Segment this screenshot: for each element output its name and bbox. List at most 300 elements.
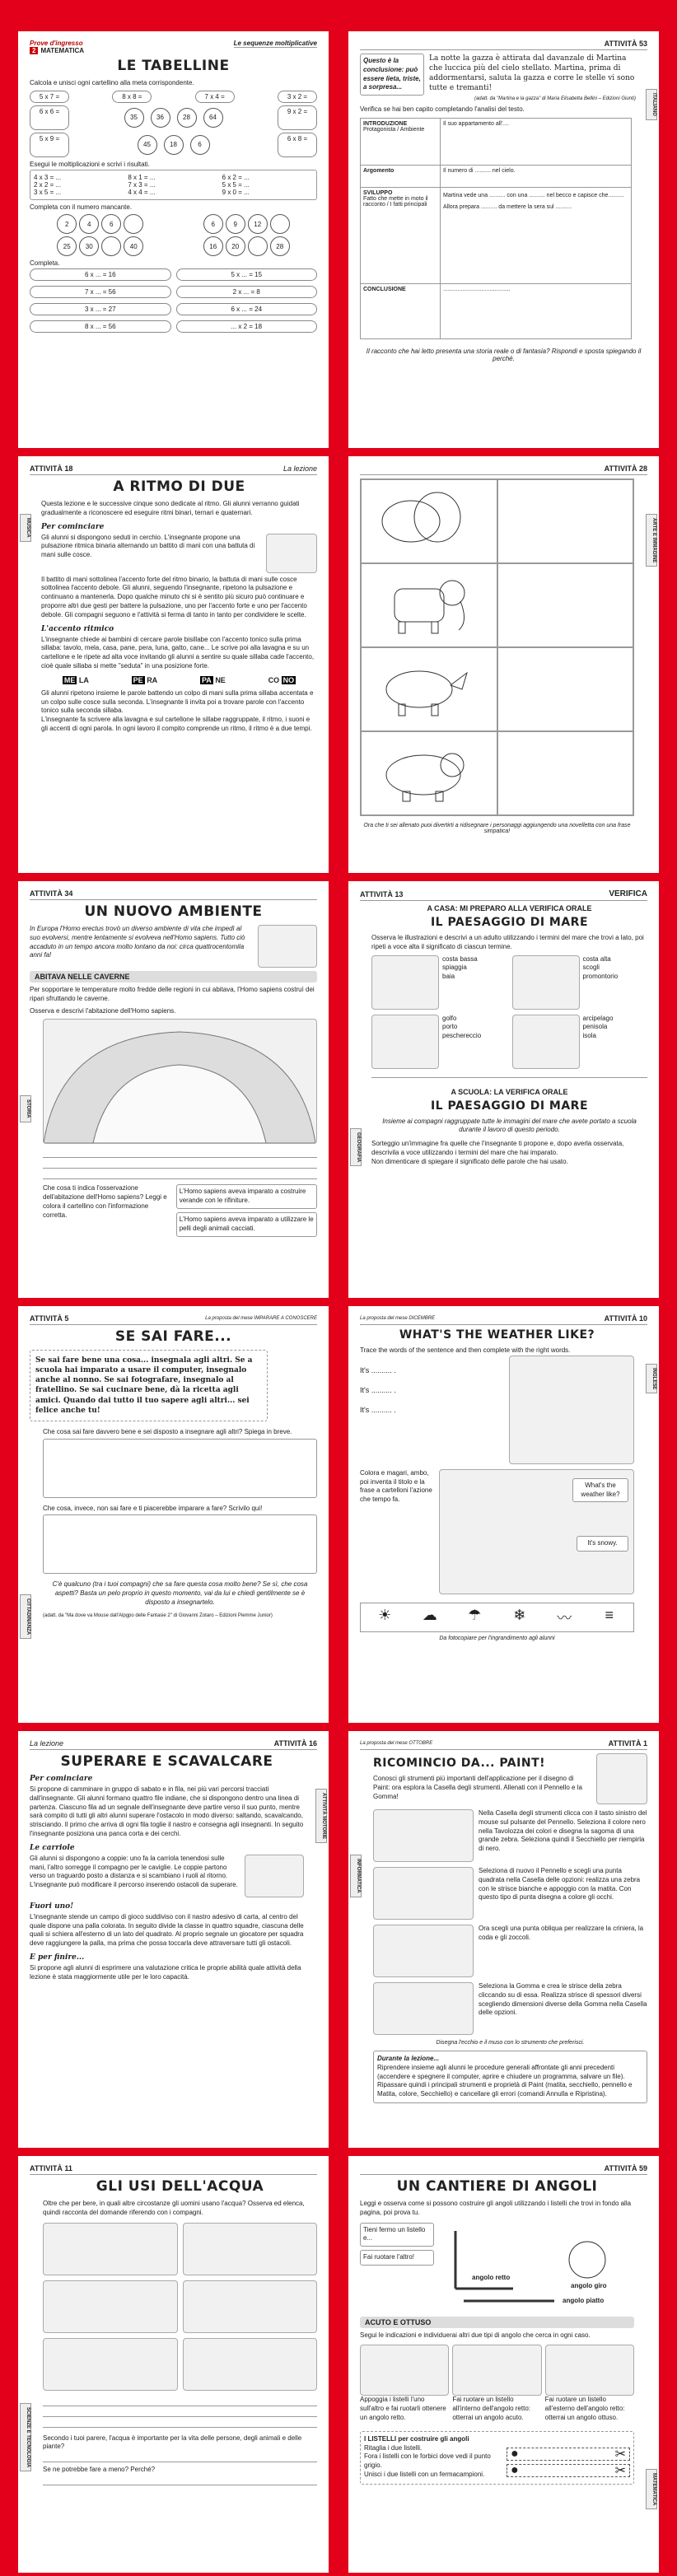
cave-scene-illustration xyxy=(43,1019,317,1144)
drawing-cell xyxy=(361,563,497,647)
final-question: Il racconto che hai letto presenta una storia reale o di fantasia? Rispondi e sposta spiegando il perché. xyxy=(366,348,642,363)
syllable: LA xyxy=(78,675,89,684)
sea-item xyxy=(512,955,648,1010)
paragraph: L'insegnante fa scrivere alla lavagna e sul cartellone le sillabe raggruppate, il ritmo, i suoni e gli accenti di ogni parola. In ogni lavoro il compito comprende un ritmo, il ritmo è a due tempi. xyxy=(41,716,312,732)
seq-number: 12 xyxy=(248,214,268,234)
wind-icon: 〰 xyxy=(557,1609,572,1626)
sea-picture xyxy=(512,1015,580,1069)
calc-card[interactable]: 5 x 9 = xyxy=(30,133,69,157)
complete-item[interactable]: 8 x ... = 56 xyxy=(30,320,171,333)
sea-item xyxy=(512,1015,648,1069)
paragraph: Non dimenticare di spiegare il significato delle parole che hai usato. xyxy=(371,1157,568,1165)
page-header xyxy=(30,2164,317,2175)
cloud-icon: ☁ xyxy=(422,1606,437,1623)
water-use-picture xyxy=(43,2338,178,2391)
intro-text: La notte la gazza è attirata dal davanzale di Martina che luccica più del cielo stellato. Martina, prima di addormentarsi, saluta la gazza e corre le stelle vi sono tutte e tremanti! xyxy=(429,54,635,93)
instruction-1: Calcola e unisci ogni cartellino alla meta corrispondente. xyxy=(30,79,194,86)
result-circle: 28 xyxy=(177,108,197,128)
complete-item[interactable]: 6 x ... = 24 xyxy=(176,303,318,315)
card-text: Fai ruotare un listello all'esterno dell'angolo retto: otterrai un angolo ottuso. xyxy=(544,2396,625,2421)
term: spiaggia xyxy=(442,964,467,972)
table-row xyxy=(361,284,632,339)
steps-list xyxy=(364,2444,502,2480)
page-header xyxy=(30,889,317,900)
steps-list xyxy=(373,1809,647,2035)
sea-item xyxy=(371,1015,507,1069)
fog-icon: ≡ xyxy=(605,1606,614,1623)
weather-symbols xyxy=(360,1603,634,1632)
term-list xyxy=(583,1015,614,1069)
sea-illustrations xyxy=(371,955,647,1069)
angle-label: angolo giro xyxy=(571,2281,607,2289)
drawing-cell xyxy=(361,479,497,563)
seq-number: 9 xyxy=(226,214,245,234)
intro: Segui le indicazioni e individuerai altri due tipi di angolo che cerca in ogni caso. xyxy=(360,2331,591,2339)
elephant-drawing xyxy=(362,564,485,645)
subject-tab: ATTIVITÀ MOTORIE xyxy=(315,1789,327,1843)
seq-blank[interactable] xyxy=(101,236,121,256)
sentence-line[interactable]: It's .......... . xyxy=(360,1365,396,1374)
water-use-picture xyxy=(43,2223,178,2275)
question: Osserva le illustrazioni e descrivi a un adulto utilizzando i termini del mare che trovi a lato, poi ripeti a voce alta il significato di ciascun termine. xyxy=(371,934,644,950)
caption: Ora che ti sei allenato puoi divertirti a ridisegnare i personaggi aggiungendo una novelletta con una frase simpatica! xyxy=(363,823,631,834)
page-header xyxy=(30,1314,317,1325)
calc-card[interactable]: 6 x 6 = xyxy=(30,105,69,130)
sea-picture xyxy=(371,1015,439,1069)
table-row xyxy=(361,166,632,188)
paint-screenshot xyxy=(373,1982,474,2035)
question-1: Osserva e descrivi l'abitazione dell'Homo sapiens. xyxy=(30,1006,176,1015)
intro: Conosci gli strumenti più importanti dell'applicazione per il disegno di Paint: ora esplora la Casella degli strumenti. Allenati con il Pennello e la Gomma! xyxy=(373,1775,582,1800)
page-paesaggio-mare xyxy=(348,881,659,1298)
step: Fora i listelli con le forbici dove vedi il punto grigio. xyxy=(364,2452,491,2470)
table-row xyxy=(361,188,632,284)
row-label: CONCLUSIONE xyxy=(363,287,406,293)
page-disegni xyxy=(348,456,659,873)
paragraph: Insieme ai compagni raggruppate tutte le immagini del mare che avete portato a scuola durante il lavoro di questo periodo. xyxy=(382,1117,637,1134)
result-circle: 18 xyxy=(164,135,184,155)
rhino-drawing xyxy=(362,648,485,729)
card-text: Fai ruotare un listello all'interno dell'angolo retto: otterrai un angolo acuto. xyxy=(452,2396,530,2421)
section-title: Le carriole xyxy=(30,1843,75,1852)
calc-card[interactable]: 8 x 8 = xyxy=(112,91,152,103)
complete-item[interactable]: ... x 2 = 18 xyxy=(176,320,318,333)
badge-top: Prove d'ingresso xyxy=(30,40,83,47)
activity-number: ATTIVITÀ 53 xyxy=(604,40,647,48)
page-superare xyxy=(18,1731,329,2148)
scissors-icon: ✂ xyxy=(614,2463,626,2478)
subject-tab: GEOGRAFIA xyxy=(350,1128,362,1166)
mult-item: 9 x 0 = ... xyxy=(222,188,250,196)
term: costa alta xyxy=(582,954,611,963)
paint-screenshot xyxy=(373,1809,474,1862)
result-circle: 35 xyxy=(124,108,144,128)
mult-item: 3 x 5 = ... xyxy=(34,188,62,196)
source-note: (adatt. da "Ma dove va Mouse dall'Alpgpo delle Fantasie 2" di Giovanni Zotaro – Edizioni Piemme Junior) xyxy=(43,1612,273,1618)
header-right: Le sequenze moltiplicative xyxy=(233,40,317,47)
card-text: Appoggia i listelli l'uno sull'altro e fai ruotarli ottenere un angolo retto. xyxy=(360,2396,446,2421)
drawing-cell xyxy=(361,731,497,815)
water-use-picture xyxy=(43,2280,178,2333)
sentence-line[interactable]: It's .......... . xyxy=(360,1385,396,1394)
syllable-word xyxy=(63,676,89,684)
term-list xyxy=(583,955,619,1010)
step: Unisci i due listelli con un fermacampioni. xyxy=(364,2470,485,2478)
sea-item xyxy=(371,955,507,1010)
badge-number: 2 xyxy=(30,47,38,54)
step-item xyxy=(373,1982,647,2035)
row-content[interactable]: Martina vede una .......... con una .......... nel becco e capisce che.......... Allora prepara .......... da mettere la sera sul .......... xyxy=(441,188,632,284)
hippo-drawing xyxy=(362,732,485,813)
header-left: La proposta del mese DICEMBRE xyxy=(360,1316,436,1321)
activity-number: ATTIVITÀ 59 xyxy=(604,2164,647,2172)
page-header xyxy=(360,1739,647,1750)
activity-number: ATTIVITÀ 34 xyxy=(30,889,73,898)
section-title: A CASA: MI PREPARO ALLA VERIFICA ORALE xyxy=(427,904,592,912)
seq-number: 4 xyxy=(79,214,99,234)
activity-number: ATTIVITÀ 1 xyxy=(608,1739,647,1748)
complete-grid xyxy=(30,268,317,333)
result-circle: 64 xyxy=(203,108,223,128)
sentence-line[interactable]: It's .......... . xyxy=(360,1406,396,1415)
page-title: WHAT'S THE WEATHER LIKE? xyxy=(399,1328,595,1342)
syllable-examples xyxy=(41,676,317,684)
header-right: La lezione xyxy=(282,464,317,473)
answer-box-2[interactable] xyxy=(43,1514,317,1574)
cutout-strips[interactable] xyxy=(507,2444,630,2480)
complete-item[interactable]: 6 x ... = 16 xyxy=(30,268,171,281)
activity-number: ATTIVITÀ 13 xyxy=(360,889,404,898)
subject-tab: MATEMATICA xyxy=(646,2469,657,2509)
page-ritmo xyxy=(18,456,329,873)
header-left: La proposta del mese OTTOBRE xyxy=(360,1741,433,1746)
seq-number: 25 xyxy=(57,236,77,256)
page-header xyxy=(30,464,317,475)
page-paint xyxy=(348,1731,659,2148)
speech-bubble: It's snowy. xyxy=(577,1536,628,1552)
analysis-table xyxy=(360,118,632,339)
activity-number: ATTIVITÀ 28 xyxy=(604,464,647,473)
subject-tab: ARTE E IMMAGINE xyxy=(646,514,657,567)
poem-box: Se sai fare bene una cosa... insegnala agli altri. Se a scuola hai imparato a usare il computer, insegnalo anche al nonno. Se sai fotografare, insegnalo al fratellino. Se sai cucinare bene, dà la ricetta agli amici. Quando dai tutto il tuo sapere agli altri... sei felice anche tu! xyxy=(30,1350,268,1421)
table-row xyxy=(361,119,632,166)
speech-bubble: Fai ruotare l'altro! xyxy=(360,2250,434,2266)
row-sub: Protagonista / Ambiente xyxy=(363,127,425,133)
listelli-box xyxy=(360,2431,634,2485)
page-header xyxy=(360,889,647,901)
subject-tab: MUSICA xyxy=(20,514,31,542)
angle-card xyxy=(545,2345,634,2422)
instruction-3: Completa con il numero mancante. xyxy=(30,203,133,211)
caveman-illustration xyxy=(258,925,317,968)
term: golfo xyxy=(442,1014,457,1022)
page-header xyxy=(360,2164,647,2175)
angle-cards xyxy=(360,2345,634,2422)
question-1: Che cosa sai fare davvero bene e sei disposto a insegnare agli altri? Spiega in breve. xyxy=(43,1427,292,1435)
term: peschereccio xyxy=(442,1032,482,1040)
angle-card xyxy=(360,2345,449,2422)
question-1: Trace the words of the sentence and then complete with the right words. xyxy=(360,1346,571,1354)
complete-item[interactable]: 3 x ... = 27 xyxy=(30,303,171,315)
hands-illustration xyxy=(266,534,317,573)
syllable: PA xyxy=(201,675,212,684)
paragraph: Gli alunni si dispongono seduti in cerchio. L'insegnante propone una pulsazione ritmica binaria alternando un battito di mani con una battuta di mani sulle cosce. xyxy=(41,533,255,559)
water-use-picture xyxy=(183,2280,318,2333)
syllable: RA xyxy=(147,675,158,684)
page-title: A RITMO DI DUE xyxy=(113,478,245,495)
step-text: Seleziona di nuovo il Pennello e scegli una punta quadrata nella Casella delle opzioni: realizza una zebra con le strisce bianche e appoggio con la matita. Con questo tipo di punta disegna a colore gli occhi. xyxy=(479,1867,641,1902)
syllable: ME xyxy=(63,675,76,684)
water-use-grid xyxy=(43,2223,317,2391)
maze-illustration xyxy=(509,1356,634,1464)
calc-card[interactable]: 9 x 2 = xyxy=(278,105,317,130)
circles-drawing xyxy=(362,480,485,561)
complete-item[interactable]: 7 x ... = 56 xyxy=(30,286,171,298)
result-circle: 6 xyxy=(190,135,210,155)
angle-picture xyxy=(545,2345,634,2396)
subject-tab: INGLESE xyxy=(646,1364,657,1393)
section-bar: ACUTO E OTTUSO xyxy=(360,2317,634,2328)
result-circles xyxy=(124,108,223,128)
term: scogli xyxy=(582,964,600,972)
instruction-2: Esegui le moltiplicazioni e scrivi i risultati. xyxy=(30,160,150,168)
section-title: A SCUOLA: LA VERIFICA ORALE xyxy=(451,1087,568,1096)
subject-tab: CITTADINANZA xyxy=(20,1594,31,1639)
paint-screenshot xyxy=(373,1867,474,1920)
term: penisola xyxy=(582,1023,608,1031)
section-heading: IL PAESAGGIO DI MARE xyxy=(430,1099,589,1113)
activity-number: ATTIVITÀ 18 xyxy=(30,464,73,473)
seq-blank[interactable] xyxy=(124,214,143,234)
step-text: Seleziona la Gomma e crea le strisce della zebra cliccando su di essa. Realizza strisce di spessori diversi scegliendo dimensioni diverse della Gomma nella Casella delle opzioni. xyxy=(479,1982,647,2017)
subject-tab: INFORMATICA xyxy=(350,1855,362,1897)
term-list xyxy=(442,955,478,1010)
seq-blank[interactable] xyxy=(270,214,290,234)
question-3: Se ne potrebbe fare a meno? Perché? xyxy=(43,2466,156,2474)
calc-card[interactable]: 3 x 2 = xyxy=(278,91,317,103)
term: promontorio xyxy=(582,973,619,981)
question-2: Colora e magari, ambo, poi inventa il titolo e la frase a cartelloni l'azione che tempo fa. xyxy=(360,1468,432,1504)
activity-number: ATTIVITÀ 5 xyxy=(30,1314,69,1323)
page-usi-acqua xyxy=(18,2156,329,2573)
answer-lines[interactable] xyxy=(43,2452,317,2462)
section-bar: ABITAVA NELLE CAVERNE xyxy=(30,971,317,982)
option-card[interactable]: L'Homo sapiens aveva imparato a utilizzare le pelli degli animali cacciati. xyxy=(176,1212,317,1237)
page-homo-sapiens xyxy=(18,881,329,1298)
seq-number: 2 xyxy=(57,214,77,234)
answer-lines[interactable] xyxy=(43,2475,317,2485)
angles-illustration xyxy=(439,2223,634,2305)
page-header xyxy=(360,1314,647,1325)
paragraph: Sorteggio un'immagine fra quelle che l'insegnante ti propone e, dopo averla osservata, descrivila a voce utilizzando i termini del mare che hai imparato. xyxy=(371,1140,624,1156)
calc-card[interactable]: 6 x 8 = xyxy=(278,133,317,157)
option-card[interactable]: L'Homo sapiens aveva imparato a costruire verande con le rifiniture. xyxy=(176,1184,317,1209)
calc-row-3 xyxy=(30,133,317,157)
header-left: La lezione xyxy=(30,1739,64,1748)
page-title: UN CANTIERE DI ANGOLI xyxy=(396,2178,598,2195)
answer-lines[interactable] xyxy=(43,1147,317,1179)
calc-row-2 xyxy=(30,105,317,130)
hole-icon: ● xyxy=(511,2446,519,2461)
angle-drawing xyxy=(439,2223,628,2305)
syllable: PE xyxy=(133,675,143,684)
section-title: Per cominciare xyxy=(41,522,105,531)
mult-item: 2 x 2 = ... xyxy=(34,180,62,189)
page-analisi-testo xyxy=(348,31,659,448)
instruction-4: Completa. xyxy=(30,259,60,268)
complete-item[interactable]: 5 x ... = 15 xyxy=(176,268,318,281)
syllable: CO xyxy=(268,675,280,684)
page-title: SE SAI FARE... xyxy=(114,1328,232,1345)
seq-number: 6 xyxy=(203,214,223,234)
source-note: (adatt. da "Martina e la gazza" di Maria Elisabetta Bellini – Edizioni Giunti) xyxy=(474,96,636,102)
rain-icon: ☂ xyxy=(468,1606,482,1623)
page-angoli xyxy=(348,2156,659,2573)
question-1: Leggi e osserva come si possono costruire gli angoli utilizzando i listelli che trovi in fondo alla pagina, poi prova tu. xyxy=(360,2200,632,2216)
term-list xyxy=(442,1015,481,1069)
drawing-cell xyxy=(361,647,497,731)
page-header xyxy=(30,1739,317,1750)
angle-picture xyxy=(360,2345,449,2396)
header-right: La proposta del mese IMPARARE A CONOSCERE xyxy=(205,1316,317,1321)
page-se-sai-fare xyxy=(18,1306,329,1723)
result-circles-2 xyxy=(138,135,210,155)
complete-item[interactable]: 2 x ... = 8 xyxy=(176,286,318,298)
section-title: Per cominciare xyxy=(30,1775,93,1783)
sea-picture xyxy=(371,955,439,1010)
paragraph: Per sopportare le temperature molto fredde delle regioni in cui abitava, l'Homo sapiens costruì dei ripari sfruttando le caverne. xyxy=(30,986,315,1002)
footer: Da fotocopiare per l'ingrandimento agli alunni xyxy=(439,1635,555,1641)
step-item xyxy=(373,1867,647,1920)
page-title: SUPERARE E SCAVALCARE xyxy=(60,1753,273,1770)
step-text: Ora scegli una punta obliqua per realizzare la criniera, la coda e gli zoccoli. xyxy=(479,1925,644,1941)
page-title: IL PAESAGGIO DI MARE xyxy=(430,916,589,929)
paragraph: Gli alunni si dispongono a coppie: uno fa la carriola tenendosi sulle mani, l'altro sorregge il compagno per le caviglie. Le coppie partono verso un traguardo posto a distanza e si scambiano i ruoli al ritorno. L'insegnante può modificare il percorso inserendo ostacoli da superare. xyxy=(30,1854,238,1889)
wheelbarrow-illustration xyxy=(245,1855,304,1897)
water-use-picture xyxy=(183,2223,318,2275)
term: baia xyxy=(442,973,455,981)
term: costa bassa xyxy=(442,954,478,963)
mult-item: 6 x 2 = ... xyxy=(222,173,250,181)
hole-icon: ● xyxy=(511,2462,519,2477)
drawing-cell xyxy=(497,647,634,731)
subject-badge xyxy=(30,40,84,54)
box-title: I LISTELLI per costruire gli angoli xyxy=(364,2434,469,2443)
angle-picture xyxy=(452,2345,541,2396)
paragraph: L'insegnante stende un campo di gioco suddiviso con il nastro adesivo di carta, al centro del quale dispone una palla colorata. In seguito divide la classe in quattro squadre, ciascuna delle quali si schiera all'esterno di un lato del quadrato. Al proprio segnale un giocatore per squadra deve raggiungere la palla, ma prima che possa toccarla deve attraversare tutti gli ostacoli. xyxy=(30,1912,304,1948)
strip[interactable] xyxy=(507,2448,630,2461)
speech-bubble: What's the weather like? xyxy=(572,1478,628,1503)
page-title: RICOMINCIO DA... PAINT! xyxy=(373,1757,545,1770)
calc-card[interactable]: 7 x 4 = xyxy=(195,91,235,103)
angle-label: angolo retto xyxy=(472,2273,511,2281)
syllable: NE xyxy=(215,675,226,684)
snow-icon: ❄ xyxy=(513,1606,526,1623)
mult-item: 4 x 4 = ... xyxy=(128,188,156,196)
subject-tab: SCIENZE E TECNOLOGIA xyxy=(20,2403,31,2471)
teacher-note xyxy=(373,2051,647,2103)
section-title: L'accento ritmico xyxy=(41,624,114,633)
speech-bubble: Tieni fermo un listello e... xyxy=(360,2223,434,2247)
note-title: Durante la lezione... xyxy=(377,2055,440,2062)
answer-box-1[interactable] xyxy=(43,1439,317,1498)
step: Ritaglia i due listelli. xyxy=(364,2443,423,2452)
angle-card xyxy=(452,2345,541,2422)
activity-number: ATTIVITÀ 11 xyxy=(30,2164,72,2172)
step-item xyxy=(373,1809,647,1862)
paragraph: L'insegnante chiede ai bambini di cercare parole bisillabe con l'accento tonico sulla prima sillaba: tavolo, mela, casa, pane, pera, luna, gatto, cane... Le scrive poi alla lavagna e su un cartellone e le ripete ad alta voce invitando gli alunni a sentire su quale sillaba cade l'accento, cioè quale sillaba si mette "seduta" in una posizione forte. xyxy=(41,635,315,670)
page-title: GLI USI DELL'ACQUA xyxy=(96,2178,264,2195)
term: arcipelago xyxy=(582,1014,614,1022)
strip[interactable] xyxy=(507,2464,630,2477)
drawing-cell xyxy=(497,563,634,647)
syllable: NO xyxy=(282,675,295,684)
page-header xyxy=(360,40,647,50)
seq-number: 16 xyxy=(203,236,223,256)
sea-picture xyxy=(512,955,580,1010)
instruction: Verifica se hai ben capito completando l'analisi del testo. xyxy=(360,105,525,114)
step-text: Nella Casella degli strumenti clicca con il tasto sinistro del mouse sul pulsante del Pennello. Seleziona il colore nero nella Tavolozza dei colori e disegna la sagoma di una grande zebra. Seleziona quindi il Secchiello per riempirla di nero. xyxy=(479,1809,647,1853)
seq-number: 30 xyxy=(79,236,99,256)
page-tabelline xyxy=(18,31,329,448)
scissors-icon: ✂ xyxy=(614,2447,626,2462)
paragraph: Gli alunni ripetono insieme le parole battendo un colpo di mani sulla prima sillaba accentata e un colpo sulle cosce sulla seconda. L'insegnante li invita poi a trovare parole con l'accento tonico sulla seconda sillaba. xyxy=(41,688,314,715)
mult-item: 7 x 3 = ... xyxy=(128,180,156,189)
subject-tab: ITALIANO xyxy=(646,89,657,120)
row-content[interactable]: .......................................... xyxy=(441,284,632,339)
question-2: Che cosa ti indica l'osservazione dell'abitazione dell'Homo sapiens? Leggi e colora il cartellino con l'informazione corretta. xyxy=(43,1184,167,1219)
note-text: Riprendere insieme agli alunni le procedure generali affrontate gli anni precedenti (accendere e spegnere il computer, aprire e chiudere un programma, salvare un file). Ripassare quindi i principali strumenti e proprietà di Paint (matita, secchiello, pennello e Matita, colore, Secchiello) e cancellare gli errori (comandi Annulla e Ripristina). xyxy=(377,2063,633,2098)
row-label: INTRODUZIONE xyxy=(363,121,408,128)
page-weather xyxy=(348,1306,659,1723)
seq-number: 6 xyxy=(101,214,121,234)
mult-table xyxy=(30,170,317,200)
badge-subject: MATEMATICA xyxy=(40,47,85,54)
syllable-word xyxy=(200,676,226,684)
intro: Questa lezione e le successive cinque sono dedicate al ritmo. Gli alunni verranno guidati gradualmente a riconoscere ed eseguire ritmi binari, ternari e quaternari. xyxy=(41,500,300,516)
section-title: E per finire... xyxy=(30,1953,85,1962)
calc-row-1 xyxy=(30,91,317,103)
paragraph: Si propone di camminare in gruppo di sabato e in fila, nei più vari percorsi tracciati dall'insegnante. Gli alunni formano quattro file indiane, che si dispongono dentro una linea di partenza. Ciascuno fila ad un segnale dell'insegnante deve partire verso il suo punto, mentre sarà compito di tutti gli altri alunni superare l'ostacolo in modo diverso: saltando, scavalcando, strisciando. Il primo che arriva di ogni fila toglie il nastro e consegna agli insegnanti. In seguito l'insegnante posiziona una panca corta e dei cerchi. xyxy=(30,1785,304,1837)
question-2: Che cosa, invece, non sai fare e ti piacerebbe imparare a fare? Scrivilo qui! xyxy=(43,1504,263,1512)
verifica-label: VERIFICA xyxy=(609,889,647,898)
calc-card[interactable]: 5 x 7 = xyxy=(30,91,69,103)
seq-number: 20 xyxy=(226,236,245,256)
answer-lines[interactable] xyxy=(43,2396,317,2428)
result-circle: 45 xyxy=(138,135,157,155)
mult-item: 5 x 5 = ... xyxy=(222,180,250,189)
angle-label: angolo piatto xyxy=(563,2296,605,2304)
step-item xyxy=(373,1925,647,1977)
term: isola xyxy=(582,1032,596,1040)
question-1: Oltre che per bere, in quali altre circostanze gli uomini usano l'acqua? Osserva ed elenca, quindi racconta del domande riferendo con i compagni. xyxy=(43,2200,305,2216)
paragraph: Il battito di mani sottolinea l'accento forte del ritmo binario, la battuta di mani sulle cosce sottolinea l'accento debole. Gli alunni, seguendo l'insegnante, ripetono la pulsazione e continuano a mantenerla. Dopo qualche minuto chi si è sentito più sicuro può continuare e proporre altri due gesti per battere la pulsazione, uno per l'accento forte e uno per l'accento debole. Gli compagni seguono e l'attività si ferma di tanto in tanto per condividere le scelte. xyxy=(41,575,307,618)
term: porto xyxy=(442,1023,458,1031)
paint-screenshot xyxy=(373,1925,474,1977)
drawing-grid xyxy=(360,478,634,816)
final-question: C'è qualcuno (tra i tuoi compagni) che sa fare questa cosa molto bene? Se sì, che cosa aspetti? Basta un pelo proprio in questo momento, vai da lui e chiedi gentilmente se è disposto a insegnartelo. xyxy=(52,1580,308,1607)
seq-blank[interactable] xyxy=(248,236,268,256)
row-content[interactable]: Il suo appartamento all'.... xyxy=(441,119,632,166)
question-2: Secondo i tuoi parere, l'acqua è importante per la vita delle persone, degli animali e delle piante? xyxy=(43,2434,302,2451)
row-content[interactable]: Il numero di .......... nel cielo. xyxy=(441,166,632,188)
intro-note: Questo è la conclusione: può essere lieta, triste, a sorpresa... xyxy=(360,54,424,96)
weather-lines xyxy=(360,1356,504,1464)
seq-number: 28 xyxy=(270,236,290,256)
painter-illustration xyxy=(596,1753,647,1804)
sequence-row-1 xyxy=(30,214,317,234)
section-title: Fuori uno! xyxy=(30,1902,74,1911)
